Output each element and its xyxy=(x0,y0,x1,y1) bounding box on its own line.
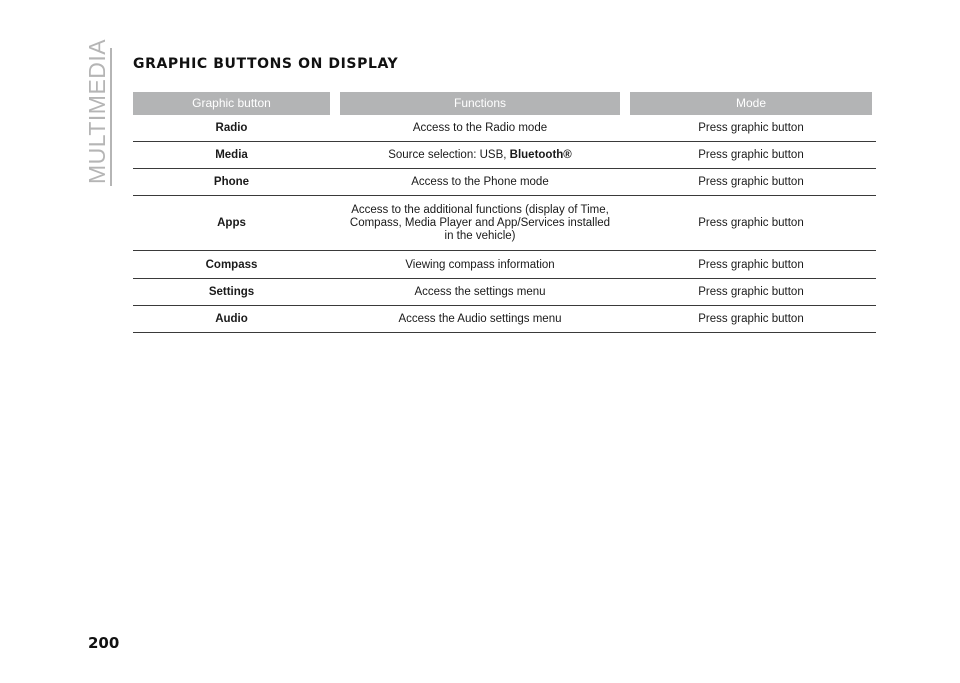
table-row xyxy=(133,142,876,169)
row-mode: Press graphic button xyxy=(698,286,804,298)
row-button-name: Apps xyxy=(217,216,246,229)
side-section-title-text: MULTIMEDIA xyxy=(84,38,110,184)
row-button-name: Audio xyxy=(215,313,248,325)
header-functions: Functions xyxy=(340,92,620,115)
row-function: Access the Audio settings menu xyxy=(398,313,562,325)
header-mode: Mode xyxy=(630,92,872,115)
row-mode: Press graphic button xyxy=(698,176,804,188)
row-function: Viewing compass information xyxy=(405,258,555,271)
table-row xyxy=(133,279,876,306)
row-function: Access the settings menu xyxy=(414,286,546,298)
row-function: Access to the Phone mode xyxy=(411,176,549,188)
row-function: Access to the additional functions (display of Time, Compass, Media Player and App/Services installed in the vehicle) xyxy=(349,203,611,242)
graphic-buttons-table xyxy=(133,92,876,333)
row-button-name: Media xyxy=(215,149,248,161)
table-row xyxy=(133,169,876,196)
row-button-name: Settings xyxy=(208,286,255,298)
row-button-name: Phone xyxy=(213,176,250,188)
table-header xyxy=(133,92,876,115)
row-button-name: Compass xyxy=(205,258,258,271)
side-divider xyxy=(110,48,112,186)
table-row xyxy=(133,251,876,279)
table-row xyxy=(133,306,876,333)
row-mode: Press graphic button xyxy=(698,149,804,161)
row-function-bold: Bluetooth® xyxy=(509,149,572,161)
row-mode: Press graphic button xyxy=(698,122,804,134)
row-function: Access to the Radio mode xyxy=(412,122,548,134)
page-title: GRAPHIC BUTTONS ON DISPLAY xyxy=(133,56,399,72)
side-section-title xyxy=(84,38,110,184)
row-mode: Press graphic button xyxy=(698,258,804,271)
row-function: Source selection: USB, Bluetooth® xyxy=(388,149,572,161)
header-graphic-button: Graphic button xyxy=(133,92,330,115)
row-button-name: Radio xyxy=(215,122,248,134)
table-row xyxy=(133,196,876,251)
table-row xyxy=(133,115,876,142)
row-mode: Press graphic button xyxy=(698,313,804,325)
page-number: 200 xyxy=(88,634,120,652)
row-mode: Press graphic button xyxy=(698,216,804,229)
